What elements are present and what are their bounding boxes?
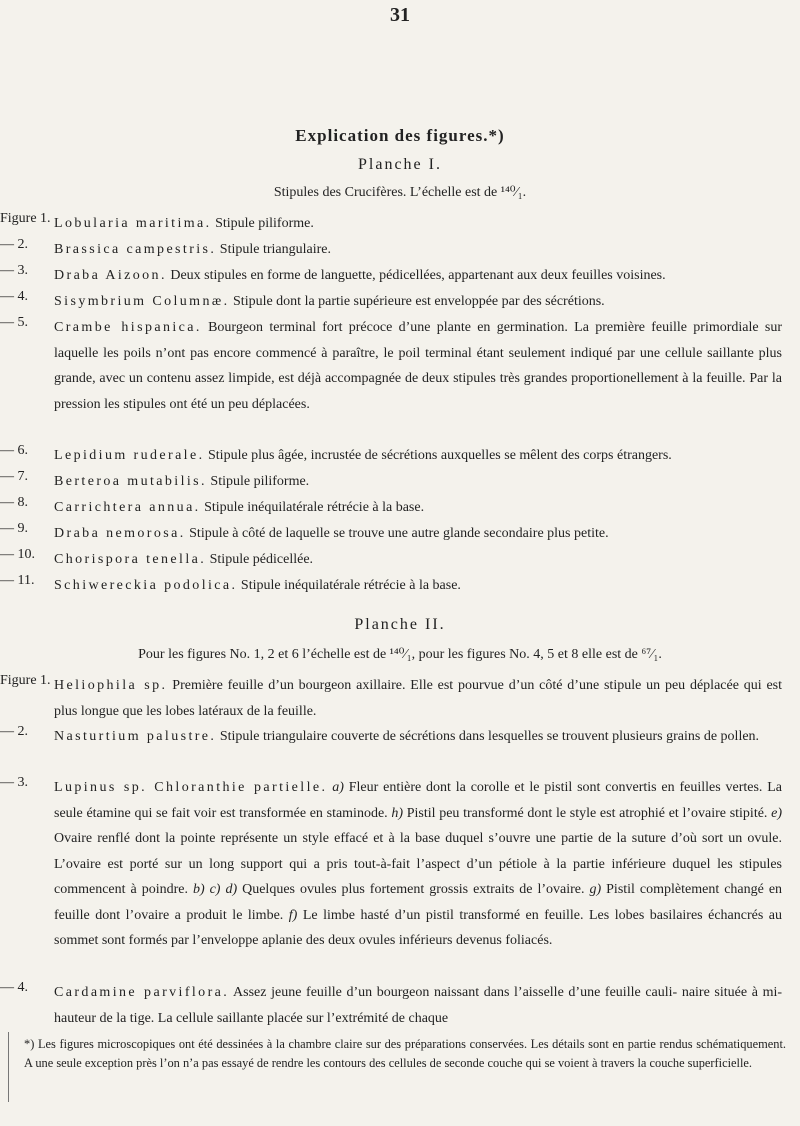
- figure-description: Première feuille d’un bourgeon axillaire. Elle est pourvue d’un côté d’une stipule un peu déplacée qui est plus longue que les lobes latéraux de la feuille.: [54, 678, 782, 719]
- species-name: Draba Aizoon.: [54, 268, 167, 283]
- figure-number: — 9.: [0, 521, 28, 536]
- figure-description: Stipule inéquilatérale rétrécie à la base.: [240, 578, 461, 593]
- sub-figure-label: g): [589, 882, 602, 897]
- figure-description: Assez jeune feuille d’un bourgeon naissant dans l’aisselle d’une feuille cauli- naire située à mi-hauteur de la tige. La cellule saillante placée sur l’extrémité de chaque: [54, 985, 783, 1026]
- figure-description: Stipule à côté de laquelle se trouve une autre glande secondaire plus petite.: [189, 526, 609, 541]
- plate-2-scale: Pour les figures No. 1, 2 et 6 l’échelle est de ¹⁴⁰⁄₁, pour les figures No. 4, 5 et 8 elle est de ⁶⁷⁄₁.: [138, 647, 662, 662]
- figure-number: — 3.: [0, 775, 28, 790]
- species-name: Crambe hispanica.: [54, 320, 202, 335]
- sub-figure-label: e): [771, 805, 783, 821]
- figure-number: — 7.: [0, 469, 28, 484]
- figure-number: — 6.: [0, 443, 28, 458]
- species-name: Berteroa mutabilis.: [54, 474, 207, 489]
- figure-number: Figure 1.: [0, 673, 51, 688]
- species-name: Heliophila sp.: [54, 678, 168, 693]
- page-title: Explication des figures.*): [295, 126, 505, 145]
- figure-description: Stipule piliforme.: [215, 216, 314, 231]
- species-name: Lobularia maritima.: [54, 216, 212, 231]
- plate-1-heading: Planche I.: [358, 156, 442, 173]
- species-name: Carrichtera annua.: [54, 500, 201, 515]
- footnote: *) Les figures microscopiques ont été dessinées à la chambre claire sur des préparations conservées. Les détails sont en partie rendus schématiquement. A une seule exception près l’on n’a pas essayé de rendre les contours des cellules de seconde couche qui se voient à travers la couche superficielle.: [24, 1037, 786, 1070]
- footnote-rule: [8, 1032, 9, 1102]
- figure-description: Stipule piliforme.: [210, 474, 310, 489]
- figure-description: Stipule triangulaire couverte de sécrétions dans lesquelles se trouvent plusieurs grains de pollen.: [219, 729, 760, 744]
- figure-number: — 11.: [0, 573, 35, 588]
- sub-figure-description: Fleur entière dont la corolle et le pistil sont convertis en feuilles vertes. La seule étamine qui se fait voir est transformée en staminode.: [54, 780, 783, 821]
- sub-figure-label: f): [288, 907, 298, 923]
- plate-1-scale: Stipules des Crucifères. L’échelle est de ¹⁴⁰⁄₁.: [273, 185, 527, 200]
- figure-number: — 10.: [0, 547, 35, 562]
- species-name: Chorispora tenella.: [54, 552, 207, 567]
- species-name: Lepidium ruderale.: [54, 448, 205, 463]
- figure-number: — 5.: [0, 315, 28, 330]
- plate-2-heading: Planche II.: [354, 616, 446, 633]
- figure-description: Stipule inéquilatérale rétrécie à la base.: [204, 500, 425, 515]
- sub-figure-description: Ovaire renflé dont la pointe représente un style effacé et à la base duquel s’ouvre une partie de la suture d’où sort un ovule. L’ovaire est porté sur un long support qui a pris tout-à-fait l’aspect d’un pétiole à la partie inférieure duquel les stipules commencent à poindre.: [54, 831, 782, 897]
- page-number: 31: [390, 4, 410, 26]
- sub-figure-description: Pistil peu transformé dont le style est atrophié et l’ovaire stipité.: [406, 805, 768, 821]
- figure-number: — 3.: [0, 263, 28, 278]
- species-name: Schiwereckia podolica.: [54, 578, 238, 593]
- sub-figure-label: a): [332, 780, 344, 795]
- figure-description: Stipule triangulaire.: [219, 242, 331, 257]
- figure-description: Stipule plus âgée, incrustée de sécrétions auxquelles se mêlent des corps étrangers.: [208, 448, 672, 463]
- figure-number: Figure 1.: [0, 211, 51, 226]
- species-name: Cardamine parviflora.: [54, 985, 230, 1000]
- figure-number: — 2.: [0, 724, 28, 739]
- species-name: Nasturtium palustre.: [54, 729, 217, 744]
- species-name: Brassica campestris.: [54, 242, 217, 257]
- figure-number: — 4.: [0, 980, 28, 995]
- species-name: Sisymbrium Columnæ.: [54, 294, 230, 309]
- figure-number: — 2.: [0, 237, 28, 252]
- figure-description: Deux stipules en forme de languette, pédicellées, appartenant aux deux feuilles voisines.: [170, 268, 666, 283]
- figure-number: — 8.: [0, 495, 28, 510]
- sub-figure-label: b) c) d): [192, 882, 238, 897]
- sub-figure-description: Pistil complètement changé en feuille dont l’ovaire a produit le limbe.: [54, 882, 783, 923]
- figure-description: Bourgeon terminal fort précoce d’une plante en germination. La première feuille primordiale sur laquelle les poils n’ont pas encore commencé à paraître, le poil terminal étant seulement indiqué par une cellule saillante plus grande, avec un contenu assez limpide, est déjà accompagnée de deux stipules très grandes proportionellement à la feuille. Par la pression les stipules ont été un peu déplacées.: [54, 320, 782, 412]
- figure-number: — 4.: [0, 289, 28, 304]
- figure-description: Stipule pédicellée.: [209, 552, 314, 567]
- figure-description: Stipule dont la partie supérieure est enveloppée par des sécrétions.: [233, 294, 605, 309]
- sub-figure-description: Le limbe hasté d’un pistil transformé en feuille. Les lobes basilaires échancrés au sommet sont formés par l’enveloppe aplanie des deux ovules inférieurs devenus foliacés.: [54, 907, 783, 948]
- sub-figure-description: Quelques ovules plus fortement grossis extraits de l’ovaire.: [242, 882, 585, 897]
- species-name: Draba nemorosa.: [54, 526, 186, 541]
- species-name: Lupinus sp. Chloranthie partielle.: [54, 780, 328, 795]
- sub-figure-label: h): [391, 805, 404, 821]
